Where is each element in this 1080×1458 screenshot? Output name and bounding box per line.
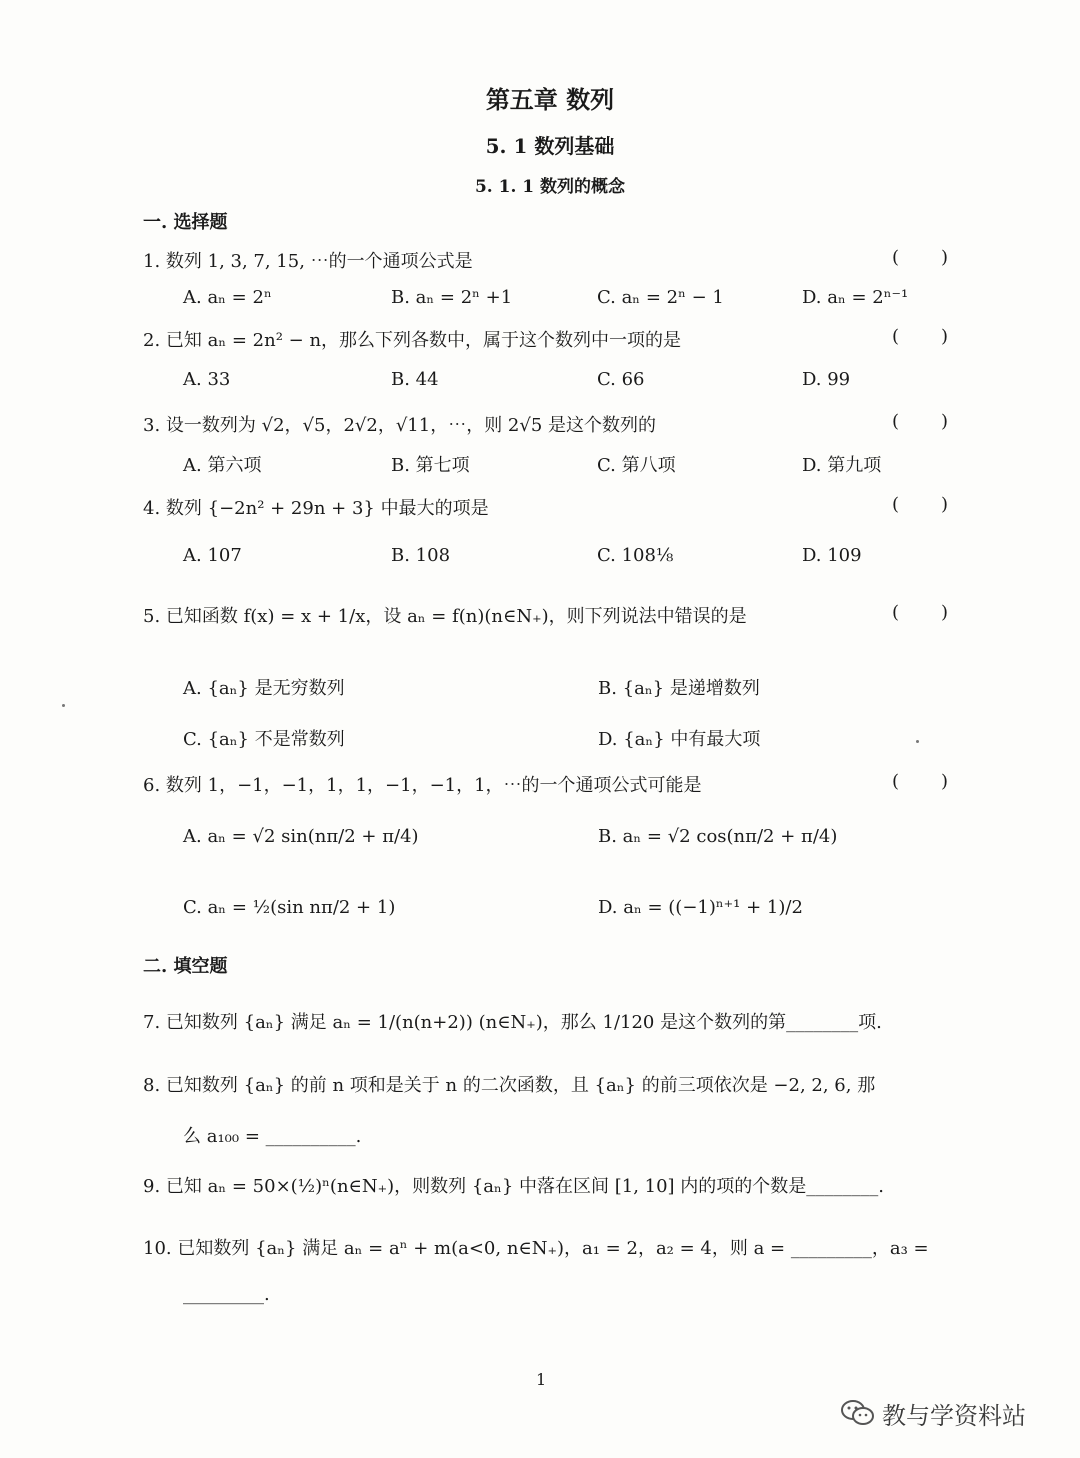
option-6b: B. aₙ = √2 cos(nπ/2 + π/4) bbox=[598, 826, 838, 847]
question-8: 8. 已知数列 {aₙ} 的前 n 项和是关于 n 的二次函数，且 {aₙ} 的前三项依次是 −2, 2, 6, 那 bbox=[143, 1075, 876, 1096]
option-2c: C. 66 bbox=[597, 369, 645, 390]
scan-speck bbox=[916, 740, 919, 743]
option-4b: B. 108 bbox=[391, 545, 451, 566]
question-9: 9. 已知 aₙ = 50×(½)ⁿ(n∈N₊)，则数列 {aₙ} 中落在区间 [1, 10] 内的项的个数是________. bbox=[143, 1176, 885, 1197]
option-2d: D. 99 bbox=[802, 369, 851, 390]
page-number: 1 bbox=[536, 1370, 547, 1389]
section-title: 5. 1 数列基础 bbox=[485, 134, 615, 158]
question-4: 4. 数列 {−2n² + 29n + 3} 中最大的项是 bbox=[143, 498, 489, 519]
chapter-title: 第五章 数列 bbox=[485, 85, 615, 114]
option-1d: D. aₙ = 2ⁿ⁻¹ bbox=[802, 287, 909, 308]
watermark-text: 教与学资料站 bbox=[882, 1402, 1026, 1430]
option-4a: A. 107 bbox=[183, 545, 242, 566]
option-5a: A. {aₙ} 是无穷数列 bbox=[183, 678, 345, 699]
option-4c: C. 108⅛ bbox=[597, 545, 674, 566]
answer-paren: ( ) bbox=[892, 771, 949, 792]
option-6a: A. aₙ = √2 sin(nπ/2 + π/4) bbox=[183, 826, 419, 847]
scan-speck bbox=[62, 704, 65, 707]
answer-paren: ( ) bbox=[892, 494, 949, 515]
option-2b: B. 44 bbox=[391, 369, 439, 390]
option-3c: C. 第八项 bbox=[597, 455, 676, 476]
option-1c: C. aₙ = 2ⁿ − 1 bbox=[597, 287, 724, 308]
option-3d: D. 第九项 bbox=[802, 455, 882, 476]
wechat-icon bbox=[840, 1398, 876, 1428]
option-4d: D. 109 bbox=[802, 545, 862, 566]
part1-title: 一. 选择题 bbox=[143, 212, 228, 233]
part2-title: 二. 填空题 bbox=[143, 956, 228, 977]
answer-paren: ( ) bbox=[892, 326, 949, 347]
subsection-title: 5. 1. 1 数列的概念 bbox=[474, 177, 626, 197]
option-5c: C. {aₙ} 不是常数列 bbox=[183, 729, 345, 750]
question-7: 7. 已知数列 {aₙ} 满足 aₙ = 1/(n(n+2)) (n∈N₊)，那么 1/120 是这个数列的第________项. bbox=[143, 1012, 882, 1033]
option-1a: A. aₙ = 2ⁿ bbox=[183, 287, 272, 308]
option-3b: B. 第七项 bbox=[391, 455, 470, 476]
answer-paren: ( ) bbox=[892, 602, 949, 623]
question-2: 2. 已知 aₙ = 2n² − n，那么下列各数中，属于这个数列中一项的是 bbox=[143, 330, 682, 351]
question-5: 5. 已知函数 f(x) = x + 1/x，设 aₙ = f(n)(n∈N₊)，则下列说法中错误的是 bbox=[143, 606, 747, 627]
question-6: 6. 数列 1，−1，−1，1，1，−1，−1，1，⋯的一个通项公式可能是 bbox=[143, 775, 702, 796]
option-2a: A. 33 bbox=[183, 369, 231, 390]
answer-paren: ( ) bbox=[892, 247, 949, 268]
option-1b: B. aₙ = 2ⁿ +1 bbox=[391, 287, 513, 308]
question-8-cont: 么 a₁₀₀ = __________. bbox=[183, 1126, 362, 1147]
option-6c: C. aₙ = ½(sin nπ/2 + 1) bbox=[183, 897, 396, 918]
answer-paren: ( ) bbox=[892, 411, 949, 432]
option-6d: D. aₙ = ((−1)ⁿ⁺¹ + 1)/2 bbox=[598, 897, 803, 918]
question-10: 10. 已知数列 {aₙ} 满足 aₙ = aⁿ + m(a<0, n∈N₊)，a₁ = 2，a₂ = 4，则 a = _________，a₃ = bbox=[143, 1238, 929, 1259]
option-5b: B. {aₙ} 是递增数列 bbox=[598, 678, 760, 699]
question-1: 1. 数列 1, 3, 7, 15, ⋯的一个通项公式是 bbox=[143, 251, 473, 272]
option-3a: A. 第六项 bbox=[183, 455, 262, 476]
question-3: 3. 设一数列为 √2，√5，2√2，√11，⋯，则 2√5 是这个数列的 bbox=[143, 415, 657, 436]
option-5d: D. {aₙ} 中有最大项 bbox=[598, 729, 761, 750]
question-10-cont: _________. bbox=[183, 1284, 270, 1305]
